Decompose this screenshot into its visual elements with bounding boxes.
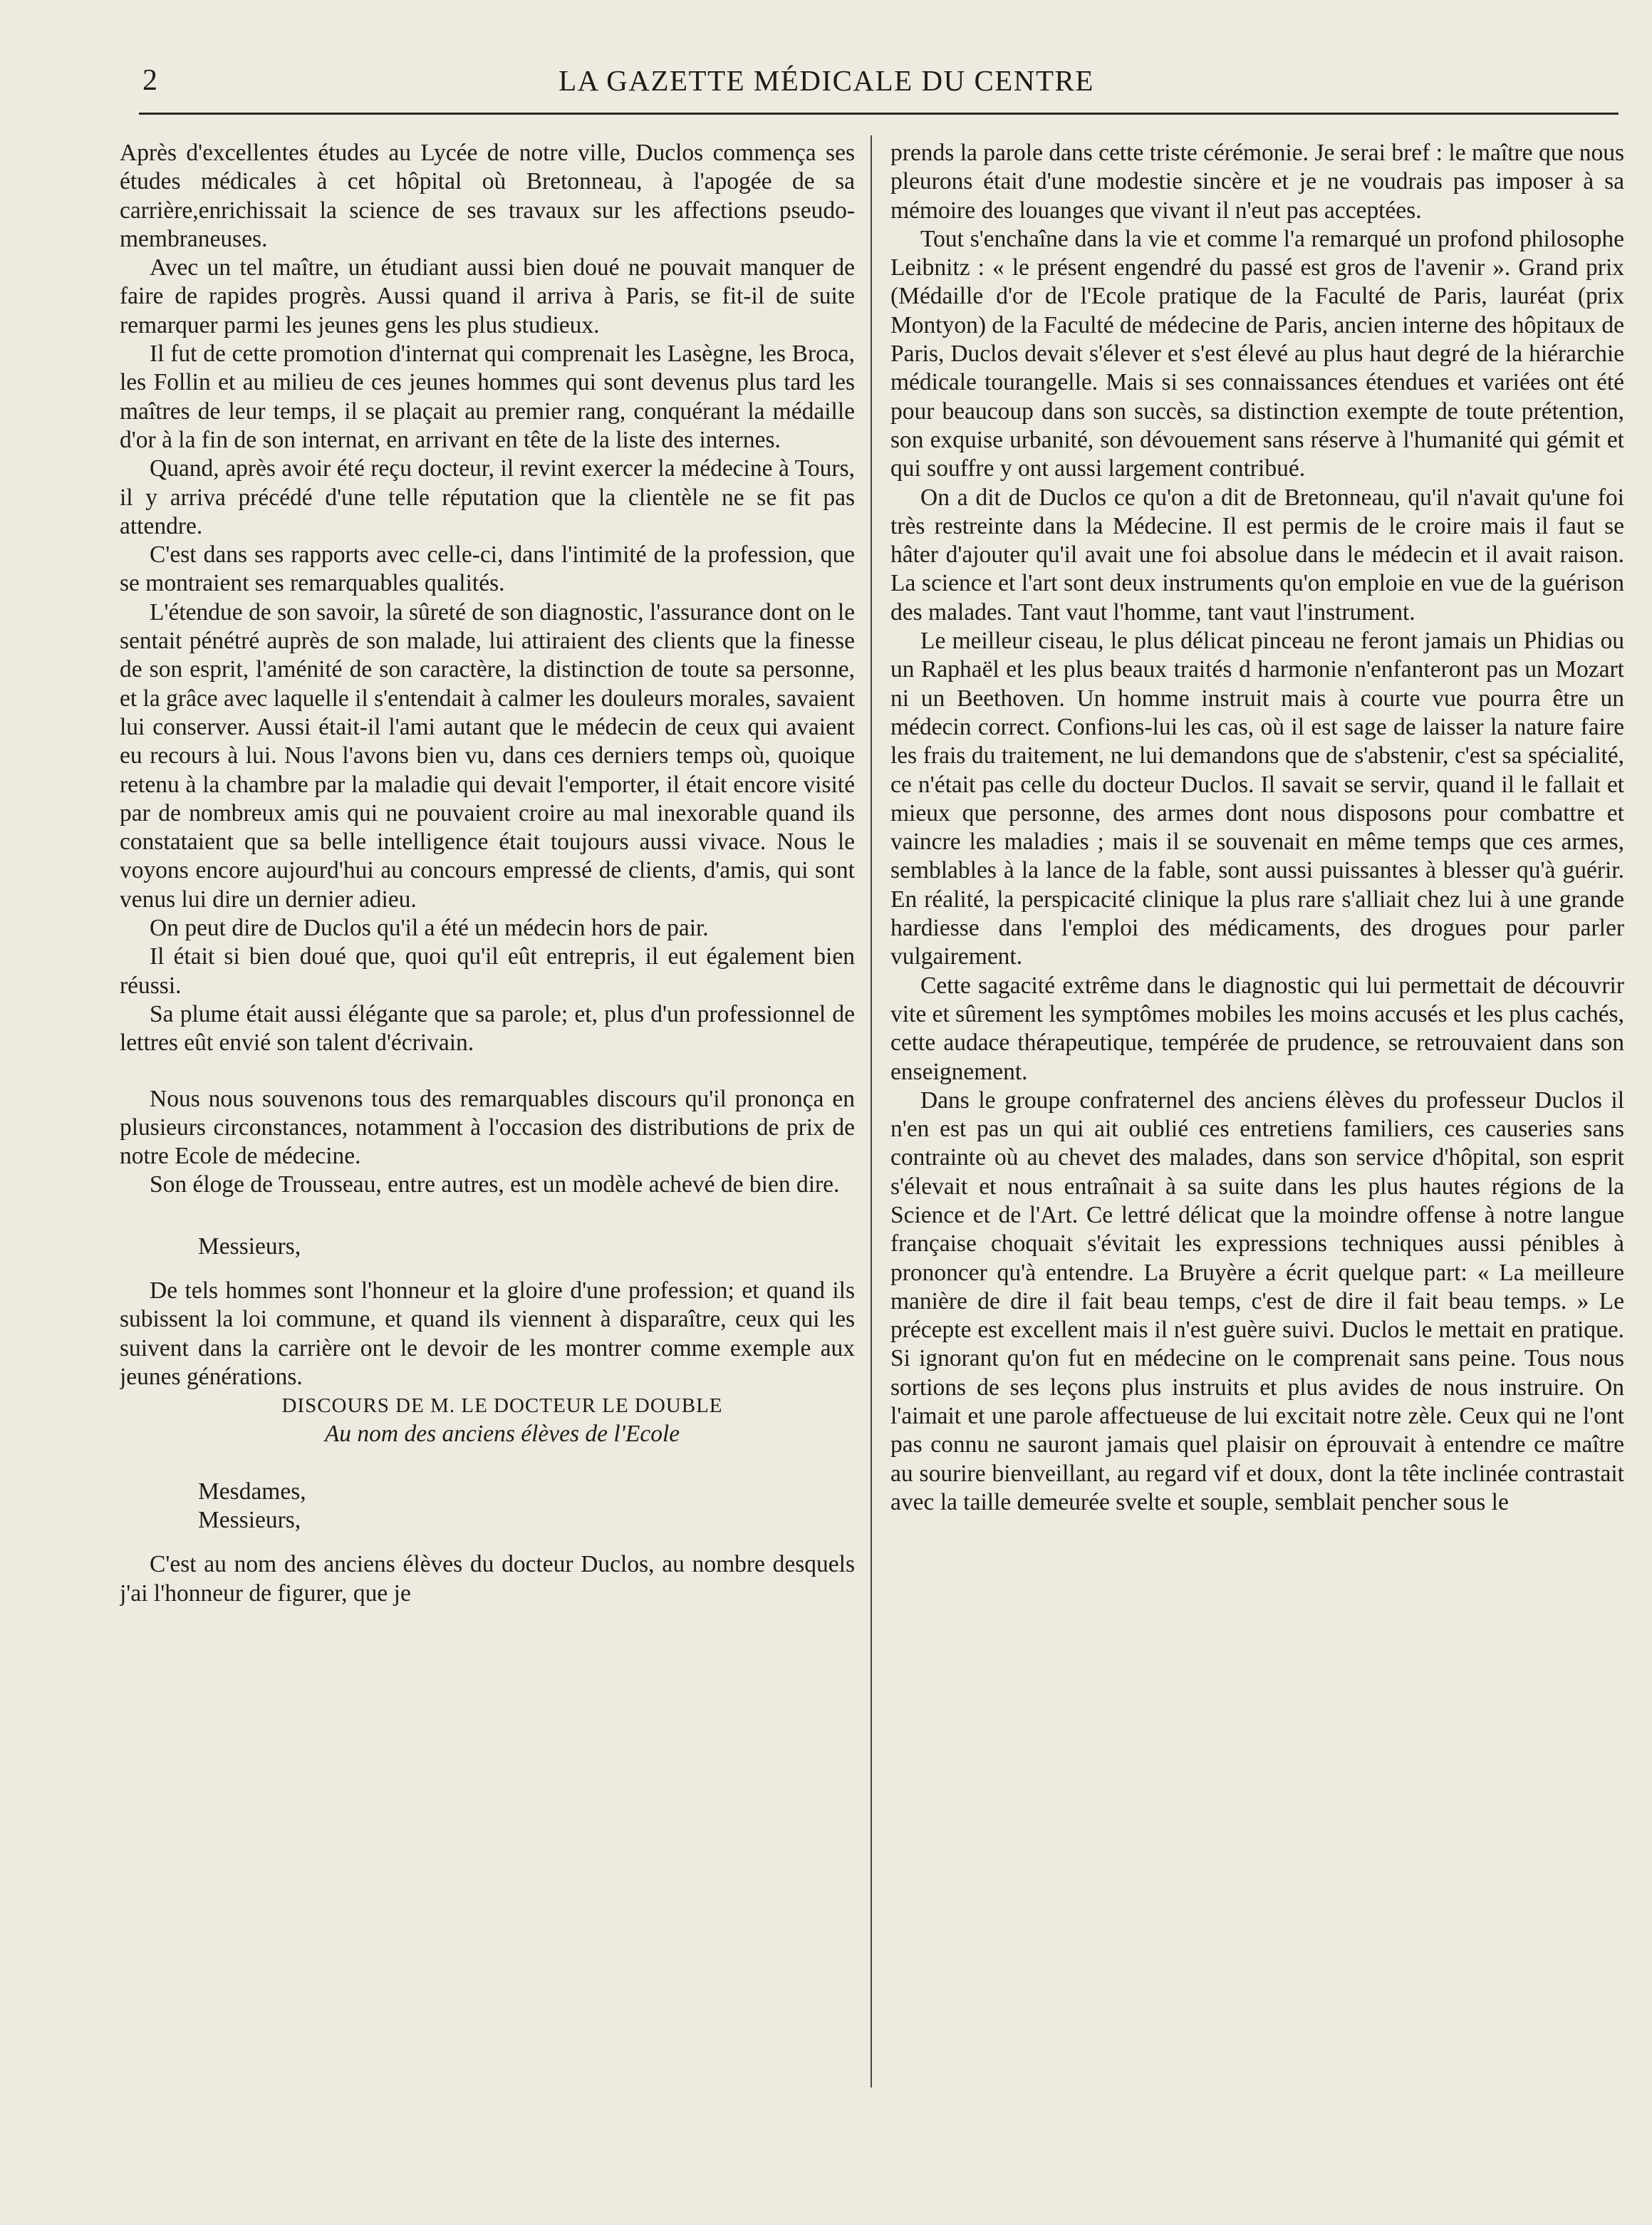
paragraph: L'étendue de son savoir, la sûreté de son diagnostic, l'assurance dont on le sentait pénétré auprès de son malade, lui attiraient des clients que la finesse de son esprit, l'aménité de son caractère, la distinction de toute sa personne, et la grâce avec laquelle il s'entendait à calmer les douleurs morales, savaient lui conserver. Aussi était-il l'ami autant que le médecin de ceux qui avaient eu recours à lui. Nous l'avons bien vu, dans ces derniers temps où, quoique retenu à la chambre par la maladie qui devait l'emporter, il était encore visité par de nombreux amis qui ne pouvaient croire au mal inexorable quand ils constataient que sa belle intelligence était toujours aussi vivace. Nous le voyons encore aujourd'hui au concours empressé de clients, d'amis, qui sont venus lui dire un dernier adieu. xyxy=(120,598,855,913)
page-header xyxy=(142,63,1510,98)
paragraph: Dans le groupe confraternel des anciens élèves du professeur Duclos il n'en est pas un qui ait oublié ces entretiens familiers, ces causeries sans contrainte où au chevet des malades, dans son service d'hôpital, son esprit s'élevait et nous entraînait à sa suite dans les plus hautes régions de la Science et de l'Art. Ce lettré délicat que la moindre offense à notre langue française choquait s'évitait les expressions techniques aussi pénibles à prononcer qu'à entendre. La Bruyère a écrit quelque part: « La meilleure manière de dire il fait beau temps, c'est de dire il fait beau temps. » Le précepte est excellent mais il n'est guère suivi. Duclos le mettait en pratique. Si ignorant qu'on fut en médecine on le comprenait sans peine. Tous nous sortions de ses leçons plus instruits et plus avides de nous instruire. On l'aimait et une parole affectueuse de lui excitait notre zèle. Ceux qui ne l'ont pas connu ne sauront jamais quel plaisir on éprouvait à entendre ce maître au sourire bienveillant, au regard vif et doux, dont la tête inclinée contrastait avec la taille demeurée svelte et souple, semblait pencher sous le xyxy=(890,1086,1624,1515)
running-title: LA GAZETTE MÉDICALE DU CENTRE xyxy=(559,64,1094,97)
paragraph: C'est au nom des anciens élèves du docteur Duclos, au nombre desquels j'ai l'honneur de figurer, que je xyxy=(120,1551,855,1607)
paragraph: Il fut de cette promotion d'internat qui comprenait les Lasègne, les Broca, les Follin et au milieu de ces jeunes hommes qui sont devenus plus tard les maîtres de leur temps, il se plaçait au premier rang, conquérant la médaille d'or à la fin de son internat, en arrivant en tête de la liste des internes. xyxy=(120,341,855,453)
paragraph: Sa plume était aussi élégante que sa parole; et, plus d'un professionnel de lettres eût envié son talent d'écrivain. xyxy=(120,1000,855,1057)
paragraph: C'est dans ses rapports avec celle-ci, dans l'intimité de la profession, que se montraient ses remarquables qualités. xyxy=(120,541,855,597)
speech-heading: DISCOURS DE M. LE DOCTEUR LE DOUBLE xyxy=(281,1394,723,1418)
paragraph: Quand, après avoir été reçu docteur, il revint exercer la médecine à Tours, il y arriva précédé d'une telle réputation que la clientèle ne se fit pas attendre. xyxy=(120,455,855,539)
paragraph: Le meilleur ciseau, le plus délicat pinceau ne feront jamais un Phidias ou un Raphaël et les plus beaux traités d harmonie n'enfanteront pas un Mozart ni un Beethoven. Un homme instruit mais à courte vue pourra être un médecin correct. Confions-lui les cas, où il est sage de laisser la nature faire les frais du traitement, ne lui demandons que de s'abstenir, c'est sa spécialité, ce n'était pas celle du docteur Duclos. Il savait se servir, quand il le fallait et mieux que personne, des armes dont nous disposons pour combattre et vaincre les maladies ; mais il se souvenait en même temps que ces armes, semblables à la lance de la fable, sont aussi puissantes à blesser qu'à guérir. En réalité, la perspicacité clinique la plus rare s'alliait chez lui à une grande hardiesse dans l'emploi des médicaments, des drogues pour parler vulgairement. xyxy=(890,628,1624,970)
paragraph: De tels hommes sont l'honneur et la gloire d'une profession; et quand ils subissent la loi commune, et quand ils viennent à disparaître, ceux qui les suivent dans la carrière ont le devoir de les montrer comme exemple aux jeunes générations. xyxy=(120,1277,855,1390)
paragraph: Cette sagacité extrême dans le diagnostic qui lui permettait de découvrir vite et sûrement les symptômes mobiles les moins accusés et les plus cachés, cette audace thérapeutique, tempérée de prudence, se retrouvaient dans son enseignement. xyxy=(890,972,1624,1085)
paragraph: On a dit de Duclos ce qu'on a dit de Bretonneau, qu'il n'avait qu'une foi très restreinte dans la Médecine. Il est permis de le croire mais il faut se hâter d'ajouter qu'il avait une foi absolue dans le médecin et il avait raison. La science et l'art sont deux instruments qu'on emploie en vue de la guérison des malades. Tant vaut l'homme, tant vaut l'instrument. xyxy=(890,484,1624,626)
salutation: Messieurs, xyxy=(198,1507,301,1534)
right-column xyxy=(890,139,1624,2105)
paragraph: Son éloge de Trousseau, entre autres, est un modèle achevé de bien dire. xyxy=(150,1171,840,1198)
column-divider xyxy=(871,135,872,2087)
paragraph: Tout s'enchaîne dans la vie et comme l'a remarqué un profond philosophe Leibnitz : « le présent engendré du passé est gros de l'avenir ». Grand prix (Médaille d'or de l'Ecole pratique de la Faculté de Paris, lauréat (prix Montyon) de la Faculté de médecine de Paris, ancien interne des hôpitaux de Paris, Duclos devait s'élever et s'est élevé au plus haut degré de la hiérarchie médicale tourangelle. Mais si ses connaissances étendues et variées ont été pour beaucoup dans son succès, sa distinction exempte de toute prétention, son exquise urbanité, son dévouement sans réserve à l'humanité qui gémit et qui souffre y ont aussi largement contribué. xyxy=(890,225,1624,482)
page-number: 2 xyxy=(142,64,157,97)
paragraph: prends la parole dans cette triste cérémonie. Je serai bref : le maître que nous pleurons était d'une modestie sincère et je ne voudrais pas imposer à sa mémoire des louanges que vivant il n'eut pas acceptées. xyxy=(890,140,1624,224)
paragraph: Nous nous souvenons tous des remarquables discours qu'il prononça en plusieurs circonstances, notamment à l'occasion des distributions de prix de notre Ecole de médecine. xyxy=(120,1085,855,1170)
left-column xyxy=(120,139,855,2105)
paragraph: Avec un tel maître, un étudiant aussi bien doué ne pouvait manquer de faire de rapides progrès. Aussi quand il arriva à Paris, se fit-il de suite remarquer parmi les jeunes gens les plus studieux. xyxy=(120,254,855,338)
paragraph: Après d'excellentes études au Lycée de notre ville, Duclos commença ses études médicales à cet hôpital où Bretonneau, à l'apogée de sa carrière,enrichissait la science de ses travaux sur les affections pseudo-membraneuses. xyxy=(120,140,855,252)
paragraph: Il était si bien doué que, quoi qu'il eût entrepris, il eut également bien réussi. xyxy=(120,943,855,999)
speech-subheading: Au nom des anciens élèves de l'Ecole xyxy=(324,1421,680,1448)
salutation: Messieurs, xyxy=(198,1233,301,1260)
salutation: Mesdames, xyxy=(198,1478,306,1505)
header-rule xyxy=(139,113,1619,115)
paragraph: On peut dire de Duclos qu'il a été un médecin hors de pair. xyxy=(150,915,709,942)
